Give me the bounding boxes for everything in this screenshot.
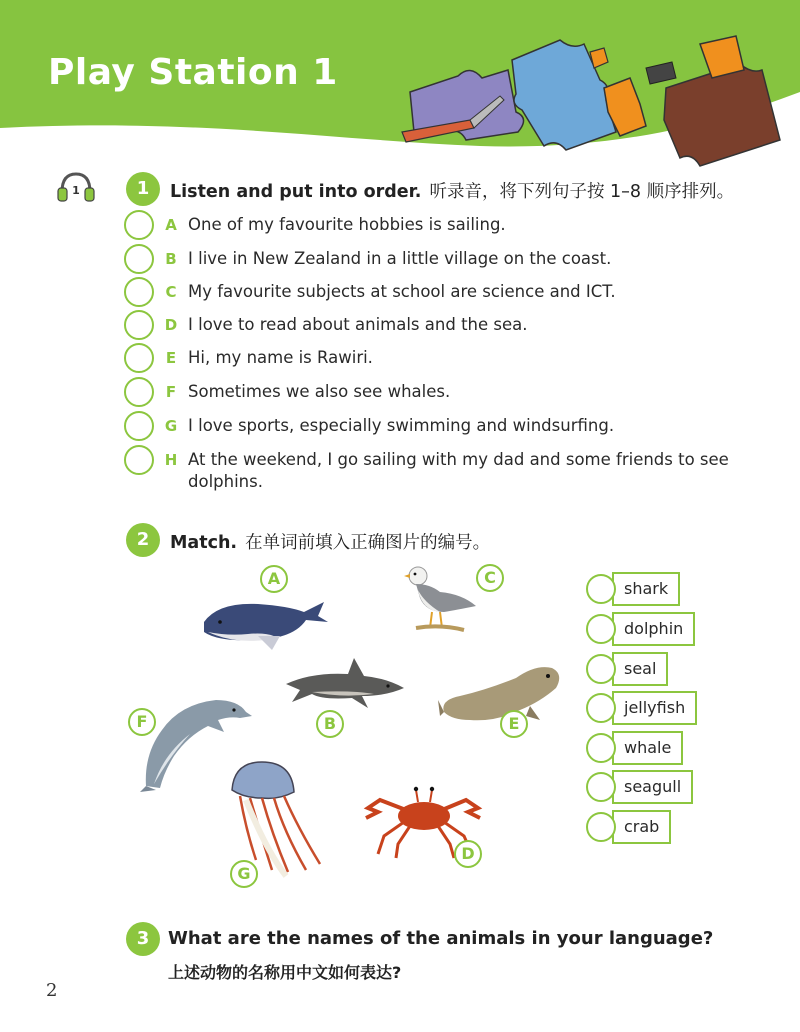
exercise-1-title: [170, 178, 734, 203]
exercise-2-number: 2: [126, 523, 160, 557]
match-answer-circle[interactable]: [586, 693, 616, 723]
exercise-2-title: [170, 529, 490, 554]
match-answer-circle[interactable]: [586, 733, 616, 763]
match-answer-circle[interactable]: [586, 772, 616, 802]
picture-label-e: E: [500, 710, 528, 738]
exercise-3-title: What are the names of the animals in your language?: [168, 928, 714, 949]
picture-label-g: G: [230, 860, 258, 888]
order-item-e: [124, 343, 373, 377]
exercise-1-title-en: Listen and put into order.: [170, 182, 422, 202]
order-answer-circle[interactable]: [124, 210, 154, 240]
order-item-g: [124, 411, 614, 445]
picture-label-d: D: [454, 840, 482, 868]
match-answer-circle[interactable]: [586, 812, 616, 842]
order-item-letter: G: [164, 417, 178, 435]
page-number: 2: [46, 980, 58, 1001]
order-item-d: [124, 310, 528, 344]
order-answer-circle[interactable]: [124, 343, 154, 373]
match-answer-circle[interactable]: [586, 614, 616, 644]
picture-label-c: C: [476, 564, 504, 592]
order-item-sentence: At the weekend, I go sailing with my dad and some friends to see dolphins.: [188, 450, 729, 491]
order-item-c: [124, 277, 616, 311]
seagull-illustration: [400, 562, 480, 636]
order-answer-circle[interactable]: [124, 445, 154, 475]
order-item-letter: D: [164, 316, 178, 334]
picture-label-f: F: [128, 708, 156, 736]
order-answer-circle[interactable]: [124, 411, 154, 441]
exercise-1-number: 1: [126, 172, 160, 206]
order-item-a: [124, 210, 506, 244]
picture-label-b: B: [316, 710, 344, 738]
order-item-sentence: My favourite subjects at school are science and ICT.: [188, 282, 616, 301]
match-word-label: seal: [612, 652, 668, 686]
order-item-sentence: One of my favourite hobbies is sailing.: [188, 215, 506, 234]
order-item-letter: C: [165, 283, 177, 301]
exercise-2-title-en: Match.: [170, 533, 238, 553]
exercise-2-title-cn: 在单词前填入正确图片的编号。: [245, 533, 491, 553]
match-word-label: whale: [612, 731, 683, 765]
order-item-letter: A: [165, 216, 177, 234]
order-item-h: [124, 445, 748, 497]
order-item-letter: E: [165, 349, 177, 367]
order-answer-circle[interactable]: [124, 244, 154, 274]
match-answer-circle[interactable]: [586, 654, 616, 684]
order-item-f: [124, 377, 450, 411]
exercise-3-number: 3: [126, 922, 160, 956]
match-word-label: dolphin: [612, 612, 695, 646]
shark-illustration: [282, 654, 406, 712]
seal-illustration: [436, 650, 566, 726]
track-number: 1: [72, 184, 80, 197]
order-item-letter: H: [164, 451, 178, 469]
match-answer-circle[interactable]: [586, 574, 616, 604]
exercise-1-title-cn: 听录音，将下列句子按 1–8 顺序排列。: [429, 182, 735, 202]
match-word-label: seagull: [612, 770, 693, 804]
match-word-label: crab: [612, 810, 671, 844]
order-item-letter: F: [165, 383, 177, 401]
headphones-icon[interactable]: [56, 170, 96, 202]
whale-illustration: [198, 592, 330, 654]
picture-label-a: A: [260, 565, 288, 593]
order-item-sentence: I love sports, especially swimming and windsurfing.: [188, 416, 615, 435]
exercise-3-title-cn: 上述动物的名称用中文如何表达?: [168, 963, 402, 982]
order-answer-circle[interactable]: [124, 377, 154, 407]
order-answer-circle[interactable]: [124, 277, 154, 307]
order-item-sentence: Hi, my name is Rawiri.: [188, 348, 373, 367]
page-title: Play Station 1: [48, 52, 338, 93]
match-word-label: jellyfish: [612, 691, 697, 725]
page-header: [0, 0, 800, 170]
order-item-sentence: Sometimes we also see whales.: [188, 382, 451, 401]
order-item-letter: B: [165, 250, 177, 268]
order-item-sentence: I love to read about animals and the sea.: [188, 315, 528, 334]
match-word-label: shark: [612, 572, 680, 606]
order-answer-circle[interactable]: [124, 310, 154, 340]
order-item-b: [124, 244, 611, 278]
order-item-sentence: I live in New Zealand in a little village on the coast.: [188, 249, 612, 268]
